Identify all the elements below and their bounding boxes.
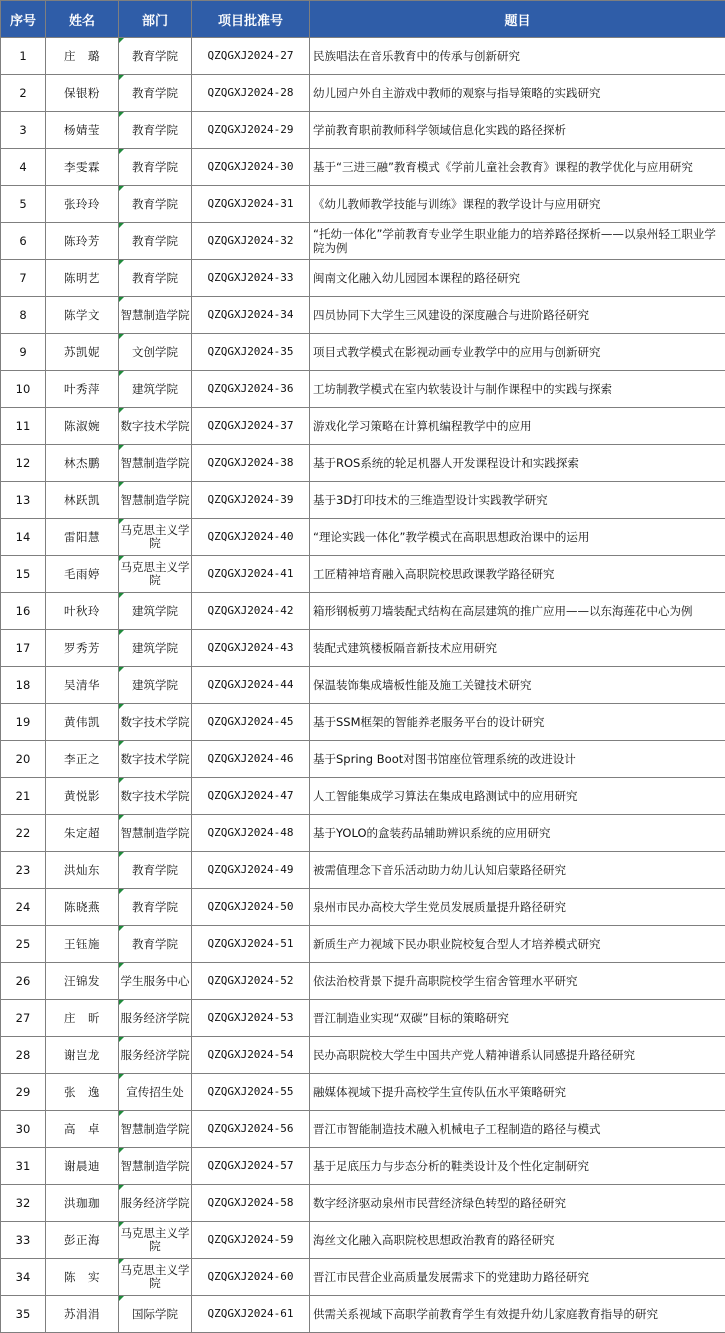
row-number: 11 bbox=[1, 408, 46, 445]
department: 教育学院 bbox=[119, 889, 192, 926]
project-code: QZQGXJ2024-31 bbox=[192, 186, 310, 223]
project-title: 闽南文化融入幼儿园园本课程的路径研究 bbox=[310, 260, 725, 297]
row-number: 4 bbox=[1, 149, 46, 186]
project-code: QZQGXJ2024-27 bbox=[192, 38, 310, 75]
header-title: 题目 bbox=[310, 1, 725, 38]
department: 马克思主义学院 bbox=[119, 556, 192, 593]
person-name: 汪锦发 bbox=[46, 963, 119, 1000]
row-number: 23 bbox=[1, 852, 46, 889]
table-row bbox=[1, 963, 725, 1000]
table-row bbox=[1, 371, 725, 408]
table-row bbox=[1, 112, 725, 149]
header-no: 序号 bbox=[1, 1, 46, 38]
department: 服务经济学院 bbox=[119, 1185, 192, 1222]
person-name: 陈明艺 bbox=[46, 260, 119, 297]
person-name: 苏凯妮 bbox=[46, 334, 119, 371]
project-title: 四员协同下大学生三风建设的深度融合与进阶路径研究 bbox=[310, 297, 725, 334]
header-row bbox=[1, 1, 725, 38]
project-code: QZQGXJ2024-44 bbox=[192, 667, 310, 704]
department: 智慧制造学院 bbox=[119, 1111, 192, 1148]
person-name: 罗秀芳 bbox=[46, 630, 119, 667]
person-name: 谢晨迪 bbox=[46, 1148, 119, 1185]
table-row bbox=[1, 186, 725, 223]
project-code: QZQGXJ2024-37 bbox=[192, 408, 310, 445]
table-row bbox=[1, 445, 725, 482]
department: 教育学院 bbox=[119, 260, 192, 297]
department: 学生服务中心 bbox=[119, 963, 192, 1000]
person-name: 叶秋玲 bbox=[46, 593, 119, 630]
person-name: 陈淑婉 bbox=[46, 408, 119, 445]
table-row bbox=[1, 408, 725, 445]
project-title: 泉州市民办高校大学生党员发展质量提升路径研究 bbox=[310, 889, 725, 926]
person-name: 庄 璐 bbox=[46, 38, 119, 75]
person-name: 洪珈珈 bbox=[46, 1185, 119, 1222]
project-code: QZQGXJ2024-38 bbox=[192, 445, 310, 482]
table-row bbox=[1, 223, 725, 260]
project-code: QZQGXJ2024-34 bbox=[192, 297, 310, 334]
project-code: QZQGXJ2024-58 bbox=[192, 1185, 310, 1222]
project-code: QZQGXJ2024-48 bbox=[192, 815, 310, 852]
project-title: 民办高职院校大学生中国共产党人精神谱系认同感提升路径研究 bbox=[310, 1037, 725, 1074]
table-row bbox=[1, 852, 725, 889]
row-number: 25 bbox=[1, 926, 46, 963]
department: 文创学院 bbox=[119, 334, 192, 371]
department: 马克思主义学院 bbox=[119, 1259, 192, 1296]
person-name: 林杰鹏 bbox=[46, 445, 119, 482]
person-name: 黄伟凯 bbox=[46, 704, 119, 741]
project-code: QZQGXJ2024-51 bbox=[192, 926, 310, 963]
person-name: 陈 实 bbox=[46, 1259, 119, 1296]
project-code: QZQGXJ2024-49 bbox=[192, 852, 310, 889]
table-row bbox=[1, 149, 725, 186]
person-name: 彭正海 bbox=[46, 1222, 119, 1259]
project-title: 依法治校背景下提升高职院校学生宿舍管理水平研究 bbox=[310, 963, 725, 1000]
department: 智慧制造学院 bbox=[119, 1148, 192, 1185]
row-number: 12 bbox=[1, 445, 46, 482]
department: 智慧制造学院 bbox=[119, 482, 192, 519]
project-code: QZQGXJ2024-60 bbox=[192, 1259, 310, 1296]
project-title: 工匠精神培育融入高职院校思政课教学路径研究 bbox=[310, 556, 725, 593]
row-number: 22 bbox=[1, 815, 46, 852]
department: 马克思主义学院 bbox=[119, 1222, 192, 1259]
project-title: 游戏化学习策略在计算机编程教学中的应用 bbox=[310, 408, 725, 445]
person-name: 朱定超 bbox=[46, 815, 119, 852]
row-number: 6 bbox=[1, 223, 46, 260]
project-code: QZQGXJ2024-50 bbox=[192, 889, 310, 926]
project-title: 被需值理念下音乐活动助力幼儿认知启蒙路径研究 bbox=[310, 852, 725, 889]
project-code: QZQGXJ2024-61 bbox=[192, 1296, 310, 1333]
table-row bbox=[1, 556, 725, 593]
person-name: 毛雨婷 bbox=[46, 556, 119, 593]
person-name: 张 逸 bbox=[46, 1074, 119, 1111]
table-row bbox=[1, 593, 725, 630]
department: 数字技术学院 bbox=[119, 408, 192, 445]
department: 宣传招生处 bbox=[119, 1074, 192, 1111]
department: 服务经济学院 bbox=[119, 1037, 192, 1074]
project-code: QZQGXJ2024-43 bbox=[192, 630, 310, 667]
row-number: 24 bbox=[1, 889, 46, 926]
header-dept: 部门 bbox=[119, 1, 192, 38]
project-title: 民族唱法在音乐教育中的传承与创新研究 bbox=[310, 38, 725, 75]
department: 建筑学院 bbox=[119, 630, 192, 667]
project-code: QZQGXJ2024-33 bbox=[192, 260, 310, 297]
table-row bbox=[1, 1111, 725, 1148]
project-title: 基于ROS系统的轮足机器人开发课程设计和实践探索 bbox=[310, 445, 725, 482]
table-row bbox=[1, 1000, 725, 1037]
project-code: QZQGXJ2024-28 bbox=[192, 75, 310, 112]
project-title: 保温装饰集成墙板性能及施工关键技术研究 bbox=[310, 667, 725, 704]
project-title: 项目式教学模式在影视动画专业教学中的应用与创新研究 bbox=[310, 334, 725, 371]
person-name: 王钰施 bbox=[46, 926, 119, 963]
row-number: 19 bbox=[1, 704, 46, 741]
project-code: QZQGXJ2024-57 bbox=[192, 1148, 310, 1185]
row-number: 5 bbox=[1, 186, 46, 223]
department: 建筑学院 bbox=[119, 667, 192, 704]
person-name: 洪灿东 bbox=[46, 852, 119, 889]
project-code: QZQGXJ2024-46 bbox=[192, 741, 310, 778]
table-row bbox=[1, 38, 725, 75]
row-number: 34 bbox=[1, 1259, 46, 1296]
project-code: QZQGXJ2024-30 bbox=[192, 149, 310, 186]
person-name: 叶秀萍 bbox=[46, 371, 119, 408]
project-title: 《幼儿教师教学技能与训练》课程的教学设计与应用研究 bbox=[310, 186, 725, 223]
row-number: 8 bbox=[1, 297, 46, 334]
row-number: 18 bbox=[1, 667, 46, 704]
person-name: 李雯霖 bbox=[46, 149, 119, 186]
row-number: 29 bbox=[1, 1074, 46, 1111]
row-number: 26 bbox=[1, 963, 46, 1000]
table-row bbox=[1, 1037, 725, 1074]
row-number: 30 bbox=[1, 1111, 46, 1148]
table-row bbox=[1, 630, 725, 667]
table-row bbox=[1, 1185, 725, 1222]
project-title: 工坊制教学模式在室内软装设计与制作课程中的实践与探索 bbox=[310, 371, 725, 408]
project-title: 基于Spring Boot对图书馆座位管理系统的改进设计 bbox=[310, 741, 725, 778]
project-title: 基于3D打印技术的三维造型设计实践教学研究 bbox=[310, 482, 725, 519]
row-number: 27 bbox=[1, 1000, 46, 1037]
person-name: 苏涓涓 bbox=[46, 1296, 119, 1333]
project-title: 融媒体视域下提升高校学生宣传队伍水平策略研究 bbox=[310, 1074, 725, 1111]
row-number: 33 bbox=[1, 1222, 46, 1259]
project-code: QZQGXJ2024-42 bbox=[192, 593, 310, 630]
row-number: 13 bbox=[1, 482, 46, 519]
project-code: QZQGXJ2024-45 bbox=[192, 704, 310, 741]
table-row bbox=[1, 334, 725, 371]
project-code: QZQGXJ2024-53 bbox=[192, 1000, 310, 1037]
department: 教育学院 bbox=[119, 186, 192, 223]
department: 服务经济学院 bbox=[119, 1000, 192, 1037]
department: 教育学院 bbox=[119, 852, 192, 889]
department: 教育学院 bbox=[119, 223, 192, 260]
project-code: QZQGXJ2024-32 bbox=[192, 223, 310, 260]
project-title: 数字经济驱动泉州市民营经济绿色转型的路径研究 bbox=[310, 1185, 725, 1222]
department: 数字技术学院 bbox=[119, 778, 192, 815]
project-code: QZQGXJ2024-29 bbox=[192, 112, 310, 149]
department: 数字技术学院 bbox=[119, 704, 192, 741]
person-name: 吴清华 bbox=[46, 667, 119, 704]
row-number: 1 bbox=[1, 38, 46, 75]
person-name: 杨婧莹 bbox=[46, 112, 119, 149]
row-number: 31 bbox=[1, 1148, 46, 1185]
table-row bbox=[1, 1074, 725, 1111]
table-row bbox=[1, 1148, 725, 1185]
project-title: 学前教育职前教师科学领域信息化实践的路径探析 bbox=[310, 112, 725, 149]
person-name: 庄 昕 bbox=[46, 1000, 119, 1037]
department: 建筑学院 bbox=[119, 593, 192, 630]
table-row bbox=[1, 926, 725, 963]
project-title: 海丝文化融入高职院校思想政治教育的路径研究 bbox=[310, 1222, 725, 1259]
department: 数字技术学院 bbox=[119, 741, 192, 778]
department: 国际学院 bbox=[119, 1296, 192, 1333]
table-row bbox=[1, 260, 725, 297]
project-code: QZQGXJ2024-40 bbox=[192, 519, 310, 556]
project-title: 基于足底压力与步态分析的鞋类设计及个性化定制研究 bbox=[310, 1148, 725, 1185]
project-code: QZQGXJ2024-56 bbox=[192, 1111, 310, 1148]
table-row bbox=[1, 778, 725, 815]
row-number: 15 bbox=[1, 556, 46, 593]
table-row bbox=[1, 1259, 725, 1296]
project-title: 基于YOLO的盒装药品辅助辨识系统的应用研究 bbox=[310, 815, 725, 852]
row-number: 9 bbox=[1, 334, 46, 371]
table-row bbox=[1, 1222, 725, 1259]
table-row bbox=[1, 667, 725, 704]
project-title: 晋江市智能制造技术融入机械电子工程制造的路径与模式 bbox=[310, 1111, 725, 1148]
person-name: 谢岂龙 bbox=[46, 1037, 119, 1074]
department: 马克思主义学院 bbox=[119, 519, 192, 556]
project-title: 幼儿园户外自主游戏中教师的观察与指导策略的实践研究 bbox=[310, 75, 725, 112]
row-number: 17 bbox=[1, 630, 46, 667]
row-number: 35 bbox=[1, 1296, 46, 1333]
person-name: 李正之 bbox=[46, 741, 119, 778]
project-code: QZQGXJ2024-59 bbox=[192, 1222, 310, 1259]
table-row bbox=[1, 297, 725, 334]
project-title: 箱形钢板剪刀墙装配式结构在高层建筑的推广应用——以东海莲花中心为例 bbox=[310, 593, 725, 630]
project-code: QZQGXJ2024-52 bbox=[192, 963, 310, 1000]
row-number: 32 bbox=[1, 1185, 46, 1222]
row-number: 2 bbox=[1, 75, 46, 112]
person-name: 陈玲芳 bbox=[46, 223, 119, 260]
table-row bbox=[1, 704, 725, 741]
project-code: QZQGXJ2024-47 bbox=[192, 778, 310, 815]
project-title: 晋江制造业实现“双碳”目标的策略研究 bbox=[310, 1000, 725, 1037]
row-number: 7 bbox=[1, 260, 46, 297]
department: 教育学院 bbox=[119, 149, 192, 186]
row-number: 21 bbox=[1, 778, 46, 815]
department: 智慧制造学院 bbox=[119, 815, 192, 852]
person-name: 张玲玲 bbox=[46, 186, 119, 223]
department: 教育学院 bbox=[119, 926, 192, 963]
person-name: 高 卓 bbox=[46, 1111, 119, 1148]
row-number: 10 bbox=[1, 371, 46, 408]
person-name: 保银粉 bbox=[46, 75, 119, 112]
department: 智慧制造学院 bbox=[119, 297, 192, 334]
project-title: 供需关系视域下高职学前教育学生有效提升幼儿家庭教育指导的研究 bbox=[310, 1296, 725, 1333]
row-number: 28 bbox=[1, 1037, 46, 1074]
table-row bbox=[1, 815, 725, 852]
person-name: 雷阳慧 bbox=[46, 519, 119, 556]
department: 教育学院 bbox=[119, 112, 192, 149]
project-code: QZQGXJ2024-36 bbox=[192, 371, 310, 408]
project-code: QZQGXJ2024-41 bbox=[192, 556, 310, 593]
person-name: 黄悦影 bbox=[46, 778, 119, 815]
project-title: 人工智能集成学习算法在集成电路测试中的应用研究 bbox=[310, 778, 725, 815]
row-number: 16 bbox=[1, 593, 46, 630]
table-row bbox=[1, 482, 725, 519]
project-title: 晋江市民营企业高质量发展需求下的党建助力路径研究 bbox=[310, 1259, 725, 1296]
department: 教育学院 bbox=[119, 75, 192, 112]
department: 智慧制造学院 bbox=[119, 445, 192, 482]
header-code: 项目批准号 bbox=[192, 1, 310, 38]
department: 教育学院 bbox=[119, 38, 192, 75]
department: 建筑学院 bbox=[119, 371, 192, 408]
person-name: 陈晓燕 bbox=[46, 889, 119, 926]
person-name: 林跃凯 bbox=[46, 482, 119, 519]
project-title: “理论实践一体化”教学模式在高职思想政治课中的运用 bbox=[310, 519, 725, 556]
project-title: 新质生产力视域下民办职业院校复合型人才培养模式研究 bbox=[310, 926, 725, 963]
project-code: QZQGXJ2024-54 bbox=[192, 1037, 310, 1074]
row-number: 14 bbox=[1, 519, 46, 556]
project-title: 基于SSM框架的智能养老服务平台的设计研究 bbox=[310, 704, 725, 741]
header-name: 姓名 bbox=[46, 1, 119, 38]
person-name: 陈学文 bbox=[46, 297, 119, 334]
table-row bbox=[1, 1296, 725, 1333]
project-code: QZQGXJ2024-39 bbox=[192, 482, 310, 519]
table-row bbox=[1, 75, 725, 112]
project-code: QZQGXJ2024-55 bbox=[192, 1074, 310, 1111]
project-title: 基于“三进三融”教育模式《学前儿童社会教育》课程的教学优化与应用研究 bbox=[310, 149, 725, 186]
project-title: 装配式建筑楼板隔音新技术应用研究 bbox=[310, 630, 725, 667]
table-row bbox=[1, 519, 725, 556]
table-body bbox=[1, 38, 725, 1333]
row-number: 3 bbox=[1, 112, 46, 149]
table-row bbox=[1, 741, 725, 778]
table-row bbox=[1, 889, 725, 926]
project-title: “托幼一体化”学前教育专业学生职业能力的培养路径探析——以泉州轻工职业学院为例 bbox=[310, 223, 725, 260]
project-code: QZQGXJ2024-35 bbox=[192, 334, 310, 371]
row-number: 20 bbox=[1, 741, 46, 778]
